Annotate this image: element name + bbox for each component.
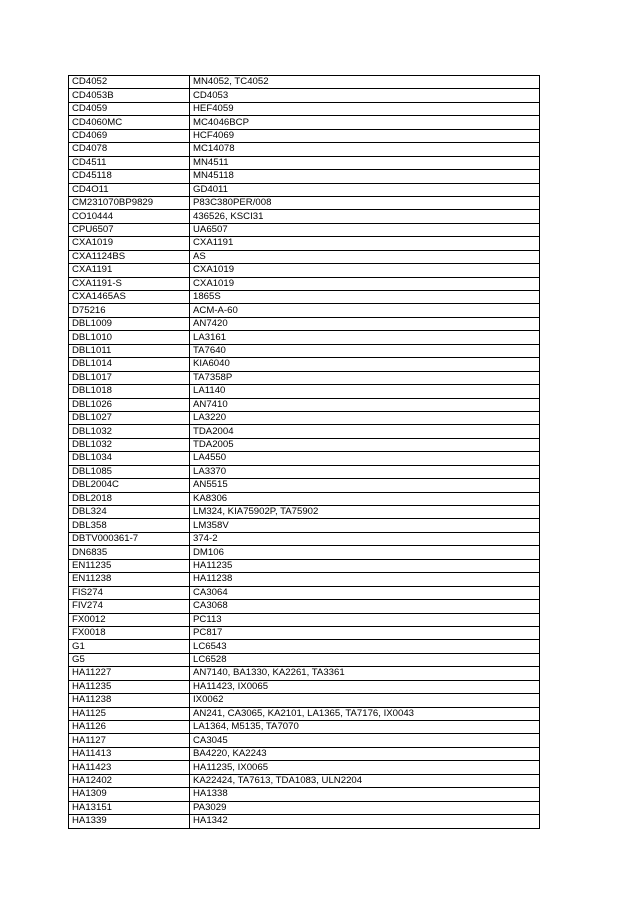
table-row bbox=[69, 223, 540, 236]
part-number-cell: FIV274 bbox=[69, 600, 190, 613]
table-row bbox=[69, 116, 540, 129]
table-row bbox=[69, 129, 540, 142]
table-row bbox=[69, 210, 540, 223]
replacement-cell: TA7640 bbox=[190, 344, 540, 357]
replacement-cell: LA3370 bbox=[190, 465, 540, 478]
part-number-cell: DBL358 bbox=[69, 519, 190, 532]
table-row bbox=[69, 734, 540, 747]
part-number-cell: DBL1014 bbox=[69, 358, 190, 371]
replacement-cell: LM324, KIA75902P, TA75902 bbox=[190, 506, 540, 519]
replacement-cell: CXA1191 bbox=[190, 237, 540, 250]
part-number-cell: CM231070BP9829 bbox=[69, 196, 190, 209]
table-row bbox=[69, 694, 540, 707]
table-row bbox=[69, 667, 540, 680]
part-number-cell: HA1126 bbox=[69, 721, 190, 734]
table-row bbox=[69, 438, 540, 451]
replacement-cell: KIA6040 bbox=[190, 358, 540, 371]
replacement-cell: GD4011 bbox=[190, 183, 540, 196]
part-number-cell: G1 bbox=[69, 640, 190, 653]
part-number-cell: CXA1191-S bbox=[69, 277, 190, 290]
part-number-cell: HA11227 bbox=[69, 667, 190, 680]
replacement-cell: LA4550 bbox=[190, 452, 540, 465]
replacement-cell: LC6543 bbox=[190, 640, 540, 653]
table-row bbox=[69, 196, 540, 209]
replacement-cell: CXA1019 bbox=[190, 277, 540, 290]
replacement-cell: KA22424, TA7613, TDA1083, ULN2204 bbox=[190, 774, 540, 787]
table-row bbox=[69, 291, 540, 304]
part-number-cell: DBL1032 bbox=[69, 425, 190, 438]
part-number-cell: DN6835 bbox=[69, 546, 190, 559]
part-number-cell: HA1309 bbox=[69, 788, 190, 801]
part-number-cell: DBL1034 bbox=[69, 452, 190, 465]
part-number-cell: CD4060MC bbox=[69, 116, 190, 129]
part-number-cell: CXA1124BS bbox=[69, 250, 190, 263]
replacement-cell: MC14078 bbox=[190, 143, 540, 156]
table-row bbox=[69, 586, 540, 599]
replacement-cell: P83C380PER/008 bbox=[190, 196, 540, 209]
table-row bbox=[69, 76, 540, 89]
table-row bbox=[69, 492, 540, 505]
part-number-cell: DBL1026 bbox=[69, 398, 190, 411]
replacement-cell: ACM-A-60 bbox=[190, 304, 540, 317]
table-row bbox=[69, 761, 540, 774]
part-number-cell: CD4052 bbox=[69, 76, 190, 89]
replacement-cell: HA11235 bbox=[190, 559, 540, 572]
part-number-cell: DBL1010 bbox=[69, 331, 190, 344]
table-row bbox=[69, 680, 540, 693]
replacement-cell: CA3064 bbox=[190, 586, 540, 599]
replacement-cell: HA11235, IX0065 bbox=[190, 761, 540, 774]
replacement-cell: HA1338 bbox=[190, 788, 540, 801]
table-row bbox=[69, 626, 540, 639]
part-number-cell: FX0012 bbox=[69, 613, 190, 626]
part-number-cell: CO10444 bbox=[69, 210, 190, 223]
part-number-cell: DBL1018 bbox=[69, 385, 190, 398]
replacement-cell: KA8306 bbox=[190, 492, 540, 505]
table-row bbox=[69, 815, 540, 828]
replacement-cell: TDA2005 bbox=[190, 438, 540, 451]
replacement-cell: DM106 bbox=[190, 546, 540, 559]
table-row bbox=[69, 774, 540, 787]
table-row bbox=[69, 344, 540, 357]
table-row bbox=[69, 707, 540, 720]
table-row bbox=[69, 573, 540, 586]
table-row bbox=[69, 358, 540, 371]
part-number-cell: HA12402 bbox=[69, 774, 190, 787]
replacement-cell: MN45118 bbox=[190, 170, 540, 183]
table-row bbox=[69, 237, 540, 250]
part-number-cell: CD4053B bbox=[69, 89, 190, 102]
replacement-cell: 1865S bbox=[190, 291, 540, 304]
replacement-cell: CA3068 bbox=[190, 600, 540, 613]
table-row bbox=[69, 398, 540, 411]
cross-reference-table bbox=[68, 75, 540, 829]
table-row bbox=[69, 559, 540, 572]
table-row bbox=[69, 721, 540, 734]
replacement-cell: PC113 bbox=[190, 613, 540, 626]
replacement-cell: LM358V bbox=[190, 519, 540, 532]
replacement-cell: 436526, KSCI31 bbox=[190, 210, 540, 223]
table-row bbox=[69, 519, 540, 532]
part-number-cell: CXA1465AS bbox=[69, 291, 190, 304]
replacement-cell: TDA2004 bbox=[190, 425, 540, 438]
table-row bbox=[69, 532, 540, 545]
replacement-cell: LA1140 bbox=[190, 385, 540, 398]
part-number-cell: DBL2018 bbox=[69, 492, 190, 505]
replacement-cell: AS bbox=[190, 250, 540, 263]
replacement-cell: HA11238 bbox=[190, 573, 540, 586]
table-row bbox=[69, 385, 540, 398]
replacement-cell: PC817 bbox=[190, 626, 540, 639]
part-number-cell: D75216 bbox=[69, 304, 190, 317]
replacement-cell: PA3029 bbox=[190, 801, 540, 814]
replacement-cell: AN7410 bbox=[190, 398, 540, 411]
table-row bbox=[69, 425, 540, 438]
part-number-cell: HA1125 bbox=[69, 707, 190, 720]
part-number-cell: DBL1009 bbox=[69, 317, 190, 330]
replacement-cell: BA4220, KA2243 bbox=[190, 747, 540, 760]
part-number-cell: CXA1191 bbox=[69, 264, 190, 277]
part-number-cell: HA1339 bbox=[69, 815, 190, 828]
part-number-cell: CD4078 bbox=[69, 143, 190, 156]
part-number-cell: HA11423 bbox=[69, 761, 190, 774]
table-row bbox=[69, 640, 540, 653]
replacement-cell: HCF4069 bbox=[190, 129, 540, 142]
table-row bbox=[69, 277, 540, 290]
part-number-cell: CXA1019 bbox=[69, 237, 190, 250]
part-number-cell: FIS274 bbox=[69, 586, 190, 599]
part-number-cell: CD4511 bbox=[69, 156, 190, 169]
table-row bbox=[69, 102, 540, 115]
replacement-cell: HEF4059 bbox=[190, 102, 540, 115]
part-number-cell: DBL2004C bbox=[69, 479, 190, 492]
replacement-cell: LC6528 bbox=[190, 653, 540, 666]
replacement-cell: HA11423, IX0065 bbox=[190, 680, 540, 693]
table-row bbox=[69, 156, 540, 169]
replacement-cell: MN4052, TC4052 bbox=[190, 76, 540, 89]
part-number-cell: DBL1085 bbox=[69, 465, 190, 478]
replacement-cell: AN241, CA3065, KA2101, LA1365, TA7176, IX0043 bbox=[190, 707, 540, 720]
part-number-cell: DBL1017 bbox=[69, 371, 190, 384]
replacement-cell: LA3220 bbox=[190, 411, 540, 424]
table-row bbox=[69, 317, 540, 330]
table-row bbox=[69, 304, 540, 317]
table-row bbox=[69, 801, 540, 814]
table-row bbox=[69, 143, 540, 156]
replacement-cell: CA3045 bbox=[190, 734, 540, 747]
part-number-cell: EN11235 bbox=[69, 559, 190, 572]
table-row bbox=[69, 465, 540, 478]
replacement-cell: CXA1019 bbox=[190, 264, 540, 277]
replacement-cell: MC4046BCP bbox=[190, 116, 540, 129]
table-row bbox=[69, 747, 540, 760]
part-number-cell: CD45118 bbox=[69, 170, 190, 183]
part-number-cell: HA11238 bbox=[69, 694, 190, 707]
replacement-cell: LA3161 bbox=[190, 331, 540, 344]
replacement-cell: UA6507 bbox=[190, 223, 540, 236]
replacement-cell: HA1342 bbox=[190, 815, 540, 828]
replacement-cell: LA1364, M5135, TA7070 bbox=[190, 721, 540, 734]
table-row bbox=[69, 183, 540, 196]
table-row bbox=[69, 788, 540, 801]
table-row bbox=[69, 653, 540, 666]
table-row bbox=[69, 452, 540, 465]
table-row bbox=[69, 250, 540, 263]
table-row bbox=[69, 506, 540, 519]
table-row bbox=[69, 89, 540, 102]
part-number-cell: DBL324 bbox=[69, 506, 190, 519]
table-row bbox=[69, 600, 540, 613]
table-row bbox=[69, 170, 540, 183]
part-number-cell: DBL1027 bbox=[69, 411, 190, 424]
table-row bbox=[69, 331, 540, 344]
replacement-cell: AN7140, BA1330, KA2261, TA3361 bbox=[190, 667, 540, 680]
part-number-cell: HA11235 bbox=[69, 680, 190, 693]
part-number-cell: CD4O11 bbox=[69, 183, 190, 196]
table-row bbox=[69, 264, 540, 277]
replacement-cell: AN5515 bbox=[190, 479, 540, 492]
table-row bbox=[69, 546, 540, 559]
part-number-cell: EN11238 bbox=[69, 573, 190, 586]
table-row bbox=[69, 411, 540, 424]
part-number-cell: DBL1011 bbox=[69, 344, 190, 357]
part-number-cell: CD4069 bbox=[69, 129, 190, 142]
part-number-cell: DBL1032 bbox=[69, 438, 190, 451]
part-number-cell: HA1127 bbox=[69, 734, 190, 747]
replacement-cell: TA7358P bbox=[190, 371, 540, 384]
table-body bbox=[69, 76, 540, 829]
part-number-cell: DBTV000361-7 bbox=[69, 532, 190, 545]
replacement-cell: AN7420 bbox=[190, 317, 540, 330]
table-row bbox=[69, 479, 540, 492]
table-row bbox=[69, 371, 540, 384]
part-number-cell: FX0018 bbox=[69, 626, 190, 639]
part-number-cell: HA13151 bbox=[69, 801, 190, 814]
replacement-cell: 374-2 bbox=[190, 532, 540, 545]
part-number-cell: HA11413 bbox=[69, 747, 190, 760]
part-number-cell: CPU6507 bbox=[69, 223, 190, 236]
replacement-cell: CD4053 bbox=[190, 89, 540, 102]
part-number-cell: CD4059 bbox=[69, 102, 190, 115]
table-row bbox=[69, 613, 540, 626]
replacement-cell: MN4511 bbox=[190, 156, 540, 169]
replacement-cell: IX0062 bbox=[190, 694, 540, 707]
part-number-cell: G5 bbox=[69, 653, 190, 666]
